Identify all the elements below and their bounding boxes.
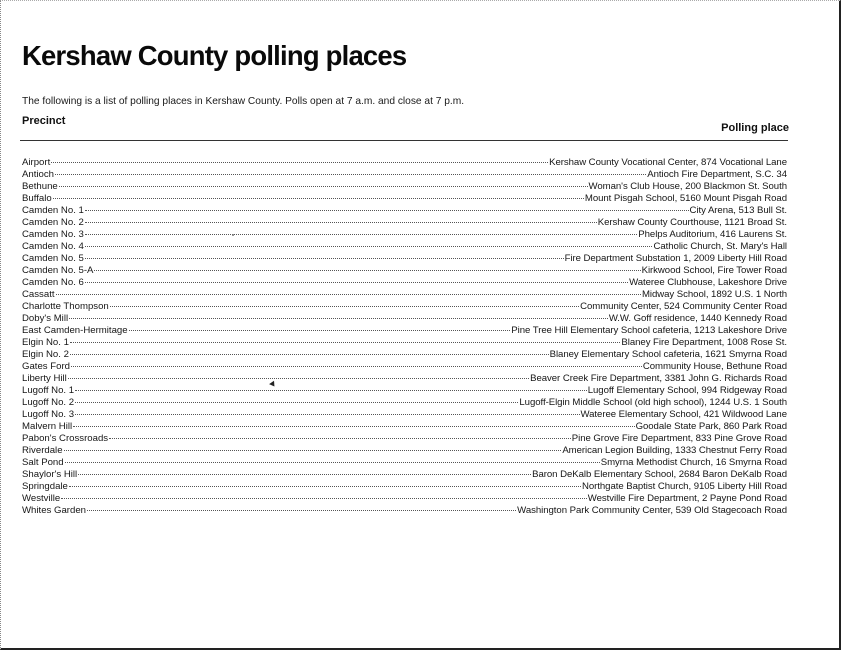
precinct-name: Elgin No. 2 — [22, 349, 69, 361]
list-item — [22, 217, 787, 229]
polling-place-name: Baron DeKalb Elementary School, 2684 Baron DeKalb Road — [532, 469, 787, 481]
polling-place-name: Fire Department Substation 1, 2009 Liberty Hill Road — [564, 253, 787, 265]
list-item — [22, 493, 787, 505]
precinct-name: Salt Pond — [22, 457, 64, 469]
dot-leader — [109, 438, 571, 439]
dot-leader — [65, 462, 600, 463]
polling-place-name: Westville Fire Department, 2 Payne Pond Road — [587, 493, 787, 505]
precinct-name: Camden No. 3 — [22, 229, 84, 241]
polling-place-name: American Legion Building, 1333 Chestnut Ferry Road — [562, 445, 787, 457]
polling-place-name: Beaver Creek Fire Department, 3381 John G. Richards Road — [530, 373, 787, 385]
dot-leader — [110, 306, 579, 307]
polling-place-name: Pine Grove Fire Department, 833 Pine Grove Road — [571, 433, 787, 445]
polling-place-name: Smyrna Methodist Church, 16 Smyrna Road — [600, 457, 787, 469]
polling-place-name: Phelps Auditorium, 416 Laurens St. — [638, 229, 787, 241]
dot-leader — [87, 510, 516, 511]
polling-place-name: Blaney Fire Department, 1008 Rose St. — [621, 337, 787, 349]
list-item — [22, 181, 787, 193]
precinct-name: Charlotte Thompson — [22, 301, 109, 313]
dot-leader — [61, 498, 587, 499]
precinct-name: Whites Garden — [22, 505, 86, 517]
precinct-name: Lugoff No. 2 — [22, 397, 75, 409]
precinct-column-header: Precinct — [22, 115, 66, 127]
polling-place-name: Midway School, 1892 U.S. 1 North — [641, 289, 787, 301]
list-item — [22, 265, 787, 277]
page-title: Kershaw County polling places — [22, 40, 407, 71]
polling-place-name: Kershaw County Vocational Center, 874 Vocational Lane — [549, 157, 787, 168]
polling-place-name: Woman's Club House, 200 Blackmon St. South — [588, 181, 787, 193]
polling-places-list — [22, 157, 787, 517]
dot-leader — [59, 186, 588, 187]
precinct-name: Buffalo — [22, 193, 52, 205]
dot-leader — [70, 354, 549, 355]
precinct-name: East Camden-Hermitage — [22, 325, 128, 337]
list-item — [22, 469, 787, 481]
list-item — [22, 445, 787, 457]
precinct-name: Liberty Hill — [22, 373, 67, 385]
dot-leader — [69, 486, 581, 487]
precinct-name: Camden No. 5 — [22, 253, 84, 265]
polling-place-name: Catholic Church, St. Mary's Hall — [653, 241, 787, 253]
list-item — [22, 193, 787, 205]
dot-leader — [73, 426, 634, 427]
precinct-name: Airport — [22, 157, 51, 168]
precinct-name: Doby's Mill — [22, 313, 69, 325]
dot-leader — [70, 342, 620, 343]
dot-leader — [75, 414, 579, 415]
list-item — [22, 325, 787, 337]
polling-place-name: Mount Pisgah School, 5160 Mount Pisgah Road — [584, 193, 787, 205]
dot-leader — [85, 258, 564, 259]
list-item — [22, 157, 787, 169]
dot-leader — [129, 330, 511, 331]
dot-leader — [56, 294, 641, 295]
dot-leader — [75, 402, 518, 403]
polling-place-name: Pine Tree Hill Elementary School cafeteria, 1213 Lakeshore Drive — [511, 325, 787, 337]
polling-place-name: Antioch Fire Department, S.C. 34 — [647, 169, 787, 181]
precinct-name: Pabon's Crossroads — [22, 433, 109, 445]
polling-place-name: Goodale State Park, 860 Park Road — [635, 421, 787, 433]
polling-place-name: Northgate Baptist Church, 9105 Liberty Hill Road — [581, 481, 787, 493]
list-item — [22, 433, 787, 445]
list-item — [22, 361, 787, 373]
list-item — [22, 385, 787, 397]
list-item — [22, 397, 787, 409]
precinct-name: Lugoff No. 1 — [22, 385, 75, 397]
polling-place-name: City Arena, 513 Bull St. — [689, 205, 787, 217]
precinct-name: Shaylor's Hill — [22, 469, 78, 481]
polling-place-name: W.W. Goff residence, 1440 Kennedy Road — [608, 313, 787, 325]
list-item — [22, 505, 787, 517]
precinct-name: Camden No. 4 — [22, 241, 84, 253]
dot-leader — [75, 390, 587, 391]
list-item — [22, 409, 787, 421]
polling-place-name: Kershaw County Courthouse, 1121 Broad St. — [597, 217, 787, 229]
precinct-name: Riverdale — [22, 445, 63, 457]
precinct-name: Camden No. 1 — [22, 205, 84, 217]
precinct-name: Gates Ford — [22, 361, 70, 373]
precinct-name: Bethune — [22, 181, 58, 193]
precinct-name: Springdale — [22, 481, 68, 493]
precinct-name: Cassatt — [22, 289, 55, 301]
list-item — [22, 241, 787, 253]
dot-leader — [68, 378, 529, 379]
list-item — [22, 313, 787, 325]
precinct-name: Antioch — [22, 169, 54, 181]
header-divider — [20, 140, 788, 141]
list-item — [22, 277, 787, 289]
precinct-name: Camden No. 6 — [22, 277, 84, 289]
precinct-name: Camden No. 2 — [22, 217, 84, 229]
list-item — [22, 373, 787, 385]
precinct-name: Malvern Hill — [22, 421, 73, 433]
dot-leader — [94, 270, 640, 271]
dot-leader — [71, 366, 642, 367]
precinct-name: Camden No. 5-A — [22, 265, 94, 277]
list-item — [22, 301, 787, 313]
polling-place-name: Blaney Elementary School cafeteria, 1621 Smyrna Road — [549, 349, 787, 361]
polling-place-name: Wateree Clubhouse, Lakeshore Drive — [629, 277, 787, 289]
precinct-name: Westville — [22, 493, 61, 505]
list-item — [22, 205, 787, 217]
list-item — [22, 289, 787, 301]
dot-leader — [55, 174, 646, 175]
dot-leader — [85, 210, 689, 211]
list-item — [22, 349, 787, 361]
list-item — [22, 481, 787, 493]
list-item — [22, 229, 787, 241]
intro-text: The following is a list of polling places in Kershaw County. Polls open at 7 a.m. and close at 7 p.m. — [22, 96, 465, 107]
list-item — [22, 421, 787, 433]
polling-place-name: Washington Park Community Center, 539 Old Stagecoach Road — [517, 505, 787, 517]
polling-place-name: Community House, Bethune Road — [642, 361, 787, 373]
precinct-name: Elgin No. 1 — [22, 337, 69, 349]
list-item — [22, 169, 787, 181]
dot-leader — [78, 474, 531, 475]
dot-leader — [53, 198, 584, 199]
polling-place-name: Community Center, 524 Community Center Road — [580, 301, 787, 313]
dot-leader — [85, 246, 653, 247]
scan-speck — [232, 234, 234, 236]
list-item — [22, 253, 787, 265]
dot-leader — [69, 318, 608, 319]
polling-place-name: Wateree Elementary School, 421 Wildwood Lane — [580, 409, 787, 421]
polling-place-name: Kirkwood School, Fire Tower Road — [641, 265, 787, 277]
polling-place-name: Lugoff Elementary School, 994 Ridgeway Road — [587, 385, 787, 397]
dot-leader — [51, 162, 548, 163]
list-item — [22, 337, 787, 349]
dot-leader — [85, 222, 597, 223]
list-item — [22, 457, 787, 469]
polling-place-name: Lugoff-Elgin Middle School (old high school), 1244 U.S. 1 South — [519, 397, 787, 409]
precinct-name: Lugoff No. 3 — [22, 409, 75, 421]
dot-leader — [85, 282, 628, 283]
dot-leader — [85, 234, 637, 235]
polling-place-column-header: Polling place — [721, 122, 789, 134]
dot-leader — [64, 450, 562, 451]
